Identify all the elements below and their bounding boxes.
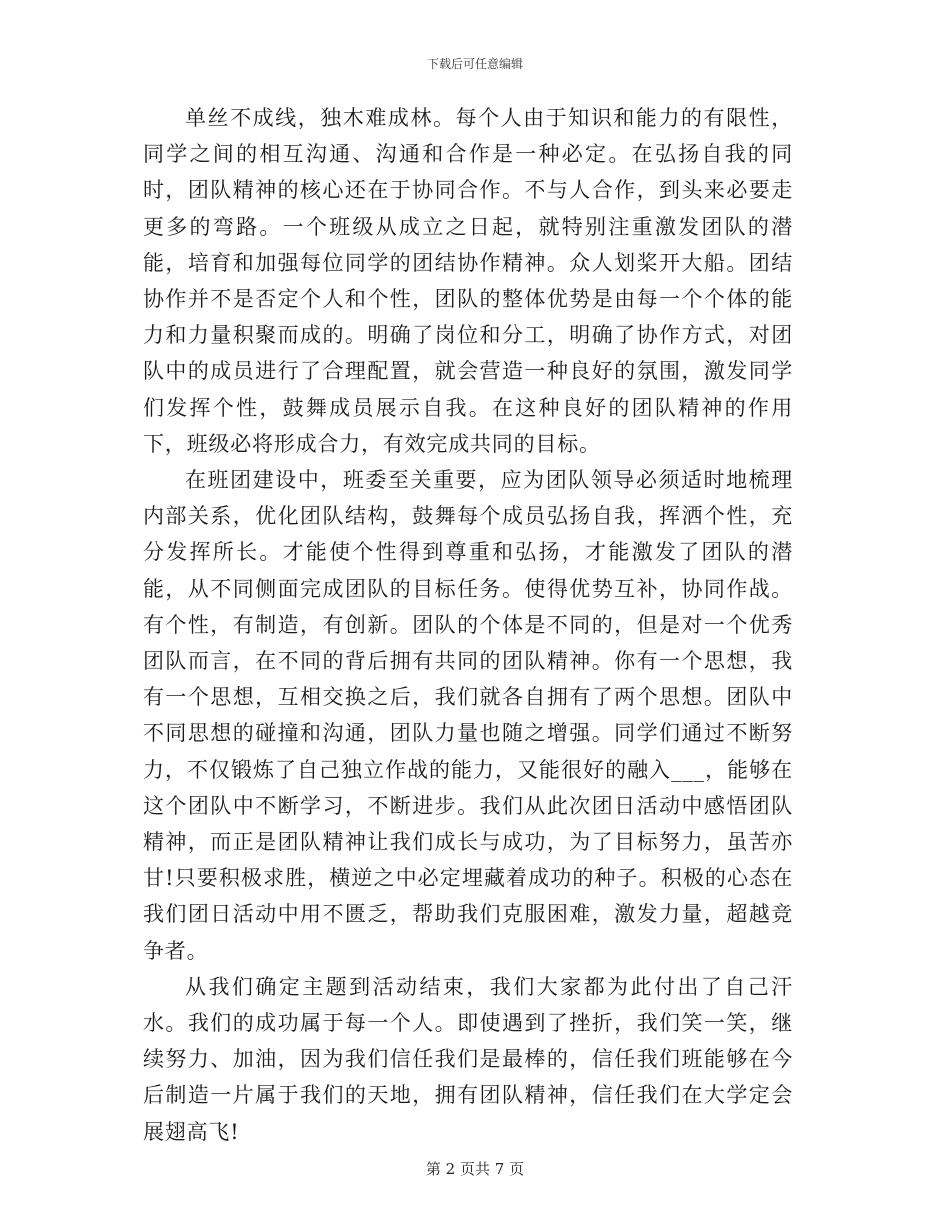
paragraph-1: 单丝不成线，独木难成林。每个人由于知识和能力的有限性，同学之间的相互沟通、沟通和合作是一种必定。在弘扬自我的同时，团队精神的核心还在于协同合作。不与人合作，到头来必要走更多的弯路。一个班级从成立之日起，就特别注重激发团队的潜能，培育和加强每位同学的团结协作精神。众人划桨开大船。团结协作并不是否定个人和个性，团队的整体优势是由每一个个体的能力和力量积聚而成的。明确了岗位和分工，明确了协作方式，对团队中的成员进行了合理配置，就会营造一种良好的氛围，激发同学们发挥个性，鼓舞成员展示自我。在这种良好的团队精神的作用下，班级必将形成合力，有效完成共同的目标。 <box>143 106 793 456</box>
page-number-footer: 第 2 页共 7 页 <box>425 1160 525 1178</box>
paragraph-3: 从我们确定主题到活动结束，我们大家都为此付出了自己汗水。我们的成功属于每一个人。即使遇到了挫折，我们笑一笑，继续努力、加油，因为我们信任我们是最棒的，信任我们班能够在今后制造一片属于我们的天地，拥有团队精神，信任我们在大学定会展翅高飞! <box>143 974 793 1144</box>
page-header: 下载后可任意编辑 <box>426 57 523 71</box>
paragraph-2: 在班团建设中，班委至关重要，应为团队领导必须适时地梳理内部关系，优化团队结构，鼓舞每个成员弘扬自我，挥洒个性，充分发挥所长。才能使个性得到尊重和弘扬，才能激发了团队的潜能，从不同侧面完成团队的目标任务。使得优势互补，协同作战。有个性，有制造，有创新。团队的个体是不同的，但是对一个优秀团队而言，在不同的背后拥有共同的团队精神。你有一个思想，我有一个思想，互相交换之后，我们就各自拥有了两个思想。团队中不同思想的碰撞和沟通，团队力量也随之增强。同学们通过不断努力，不仅锻炼了自己独立作战的能力，又能很好的融入___，能够在这个团队中不断学习，不断进步。我们从此次团日活动中感悟团队精神，而正是团队精神让我们成长与成功，为了目标努力，虽苦亦甘!只要积极求胜，横逆之中必定埋藏着成功的种子。积极的心态在我们团日活动中用不匮乏，帮助我们克服困难，激发力量，超越竞争者。 <box>143 468 793 963</box>
document-body <box>143 100 793 1150</box>
